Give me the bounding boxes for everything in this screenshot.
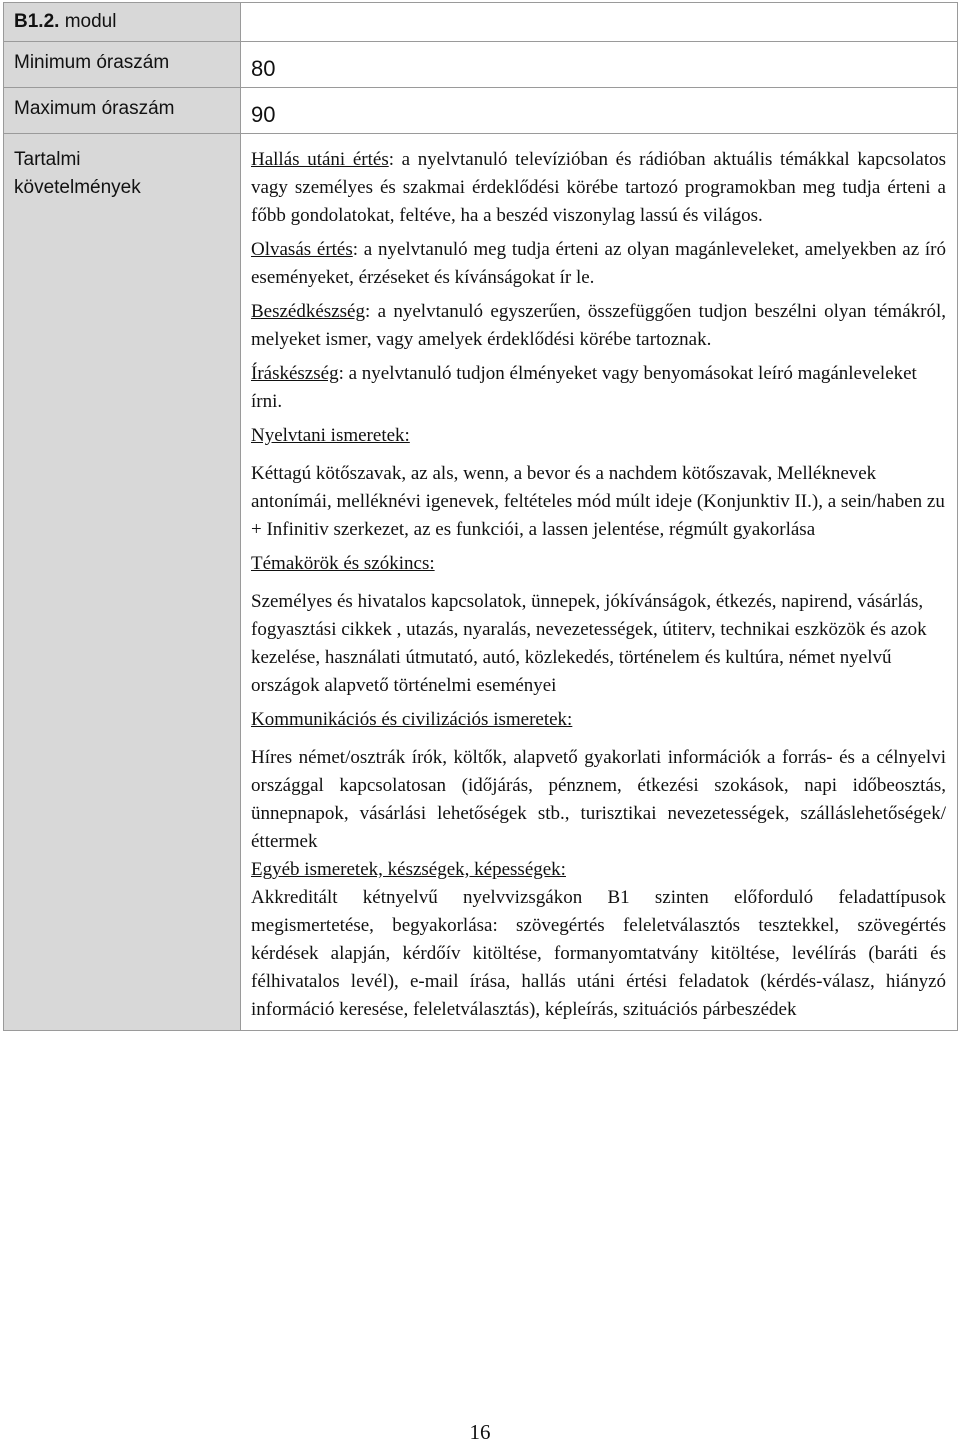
reading-heading: Olvasás értés bbox=[251, 239, 353, 260]
max-hours-label: Maximum óraszám bbox=[4, 88, 241, 134]
other-skills-text: Akkreditált kétnyelvű nyelvvizsgákon B1 szinten előforduló feladattípusok megismertetése, begyakorlása: szövegértés feleletválasztós tesztekkel, szövegértés kérdések alapján, kérdőív kitöltése, formanyomtatvány kitöltése, levélírás (baráti és félhivatalos levél), e-mail írása, hallás utáni értési feladatok (kérdés-válasz, hiányzó információ keresése, feleletválasztás), képleírás, szituációs párbeszédek bbox=[251, 887, 946, 1020]
writing-paragraph bbox=[251, 360, 946, 416]
grammar-heading: Nyelvtani ismeretek: bbox=[251, 425, 410, 446]
module-code: B1.2. bbox=[14, 11, 60, 32]
content-label-line2: követelmények bbox=[14, 177, 141, 198]
max-hours-value: 90 bbox=[241, 88, 958, 134]
min-hours-row bbox=[4, 42, 958, 88]
speaking-text: : a nyelvtanuló egyszerűen, összefüggően tudjon beszélni olyan témákról, melyeket ismer, vagy amelyek érdeklődési körébe tartoznak. bbox=[251, 301, 946, 350]
reading-paragraph bbox=[251, 236, 946, 292]
module-table bbox=[3, 2, 958, 1031]
topics-text: Személyes és hivatalos kapcsolatok, ünnepek, jókívánságok, étkezés, napirend, vásárlás, fogyasztási cikkek , utazás, nyaralás, nevezetességek, útiterv, technikai eszközök és azok kezelése, használati útmutató, autó, közlekedés, történelem és kultúra, német nyelvű országok alapvető történelmi eseményei bbox=[251, 591, 927, 696]
module-word: modul bbox=[59, 11, 117, 32]
module-title-empty-cell bbox=[241, 3, 958, 42]
other-skills-heading: Egyéb ismeretek, készségek, képességek: bbox=[251, 859, 566, 880]
listening-heading: Hallás utáni értés bbox=[251, 149, 389, 170]
reading-text: : a nyelvtanuló meg tudja érteni az olyan magánleveleket, amelyekben az író eseményeket, érzéseket és kívánságokat ír le. bbox=[251, 239, 946, 288]
speaking-heading: Beszédkészség bbox=[251, 301, 365, 322]
module-title bbox=[4, 3, 241, 42]
writing-heading: Íráskészség bbox=[251, 363, 339, 384]
listening-text: : a nyelvtanuló televízióban és rádióban aktuális témákkal kapcsolatos vagy személyes és szakmai érdeklődési körébe tartozó programokban meg tudja érteni a főbb gondolatokat, feltéve, ha a beszéd viszonylag lassú és világos. bbox=[251, 149, 946, 226]
topics-heading: Témakörök és szókincs: bbox=[251, 553, 435, 574]
content-requirements-text bbox=[241, 134, 958, 1031]
speaking-paragraph bbox=[251, 298, 946, 354]
content-requirements-label bbox=[4, 134, 241, 1031]
page-number: 16 bbox=[469, 1420, 491, 1444]
communication-heading: Kommunikációs és civilizációs ismeretek: bbox=[251, 709, 573, 730]
content-label-line1: Tartalmi bbox=[14, 149, 81, 170]
min-hours-label: Minimum óraszám bbox=[4, 42, 241, 88]
max-hours-row bbox=[4, 88, 958, 134]
min-hours-value: 80 bbox=[241, 42, 958, 88]
writing-text: : a nyelvtanuló tudjon élményeket vagy benyomásokat leíró magánleveleket írni. bbox=[251, 363, 917, 412]
module-title-row bbox=[4, 3, 958, 42]
grammar-text: Kéttagú kötőszavak, az als, wenn, a bevor és a nachdem kötőszavak, Melléknevek antonímái, melléknévi igenevek, feltételes mód múlt ideje (Konjunktiv II.), a sein/haben zu + Infinitiv szerkezet, az es funkciói, a lassen jelentése, régmúlt gyakorlása bbox=[251, 463, 945, 540]
communication-text: Híres német/osztrák írók, költők, alapvető gyakorlati információk a forrás- és a célnyelvi országgal kapcsolatosan (időjárás, pénznem, étkezési szokások, napi időbeosztás, ünnepnapok, vásárlási lehetőségek stb., turisztikai nevezetességek, szálláslehetőségek/éttermek bbox=[251, 747, 946, 852]
listening-paragraph bbox=[251, 146, 946, 230]
content-requirements-row bbox=[4, 134, 958, 1031]
